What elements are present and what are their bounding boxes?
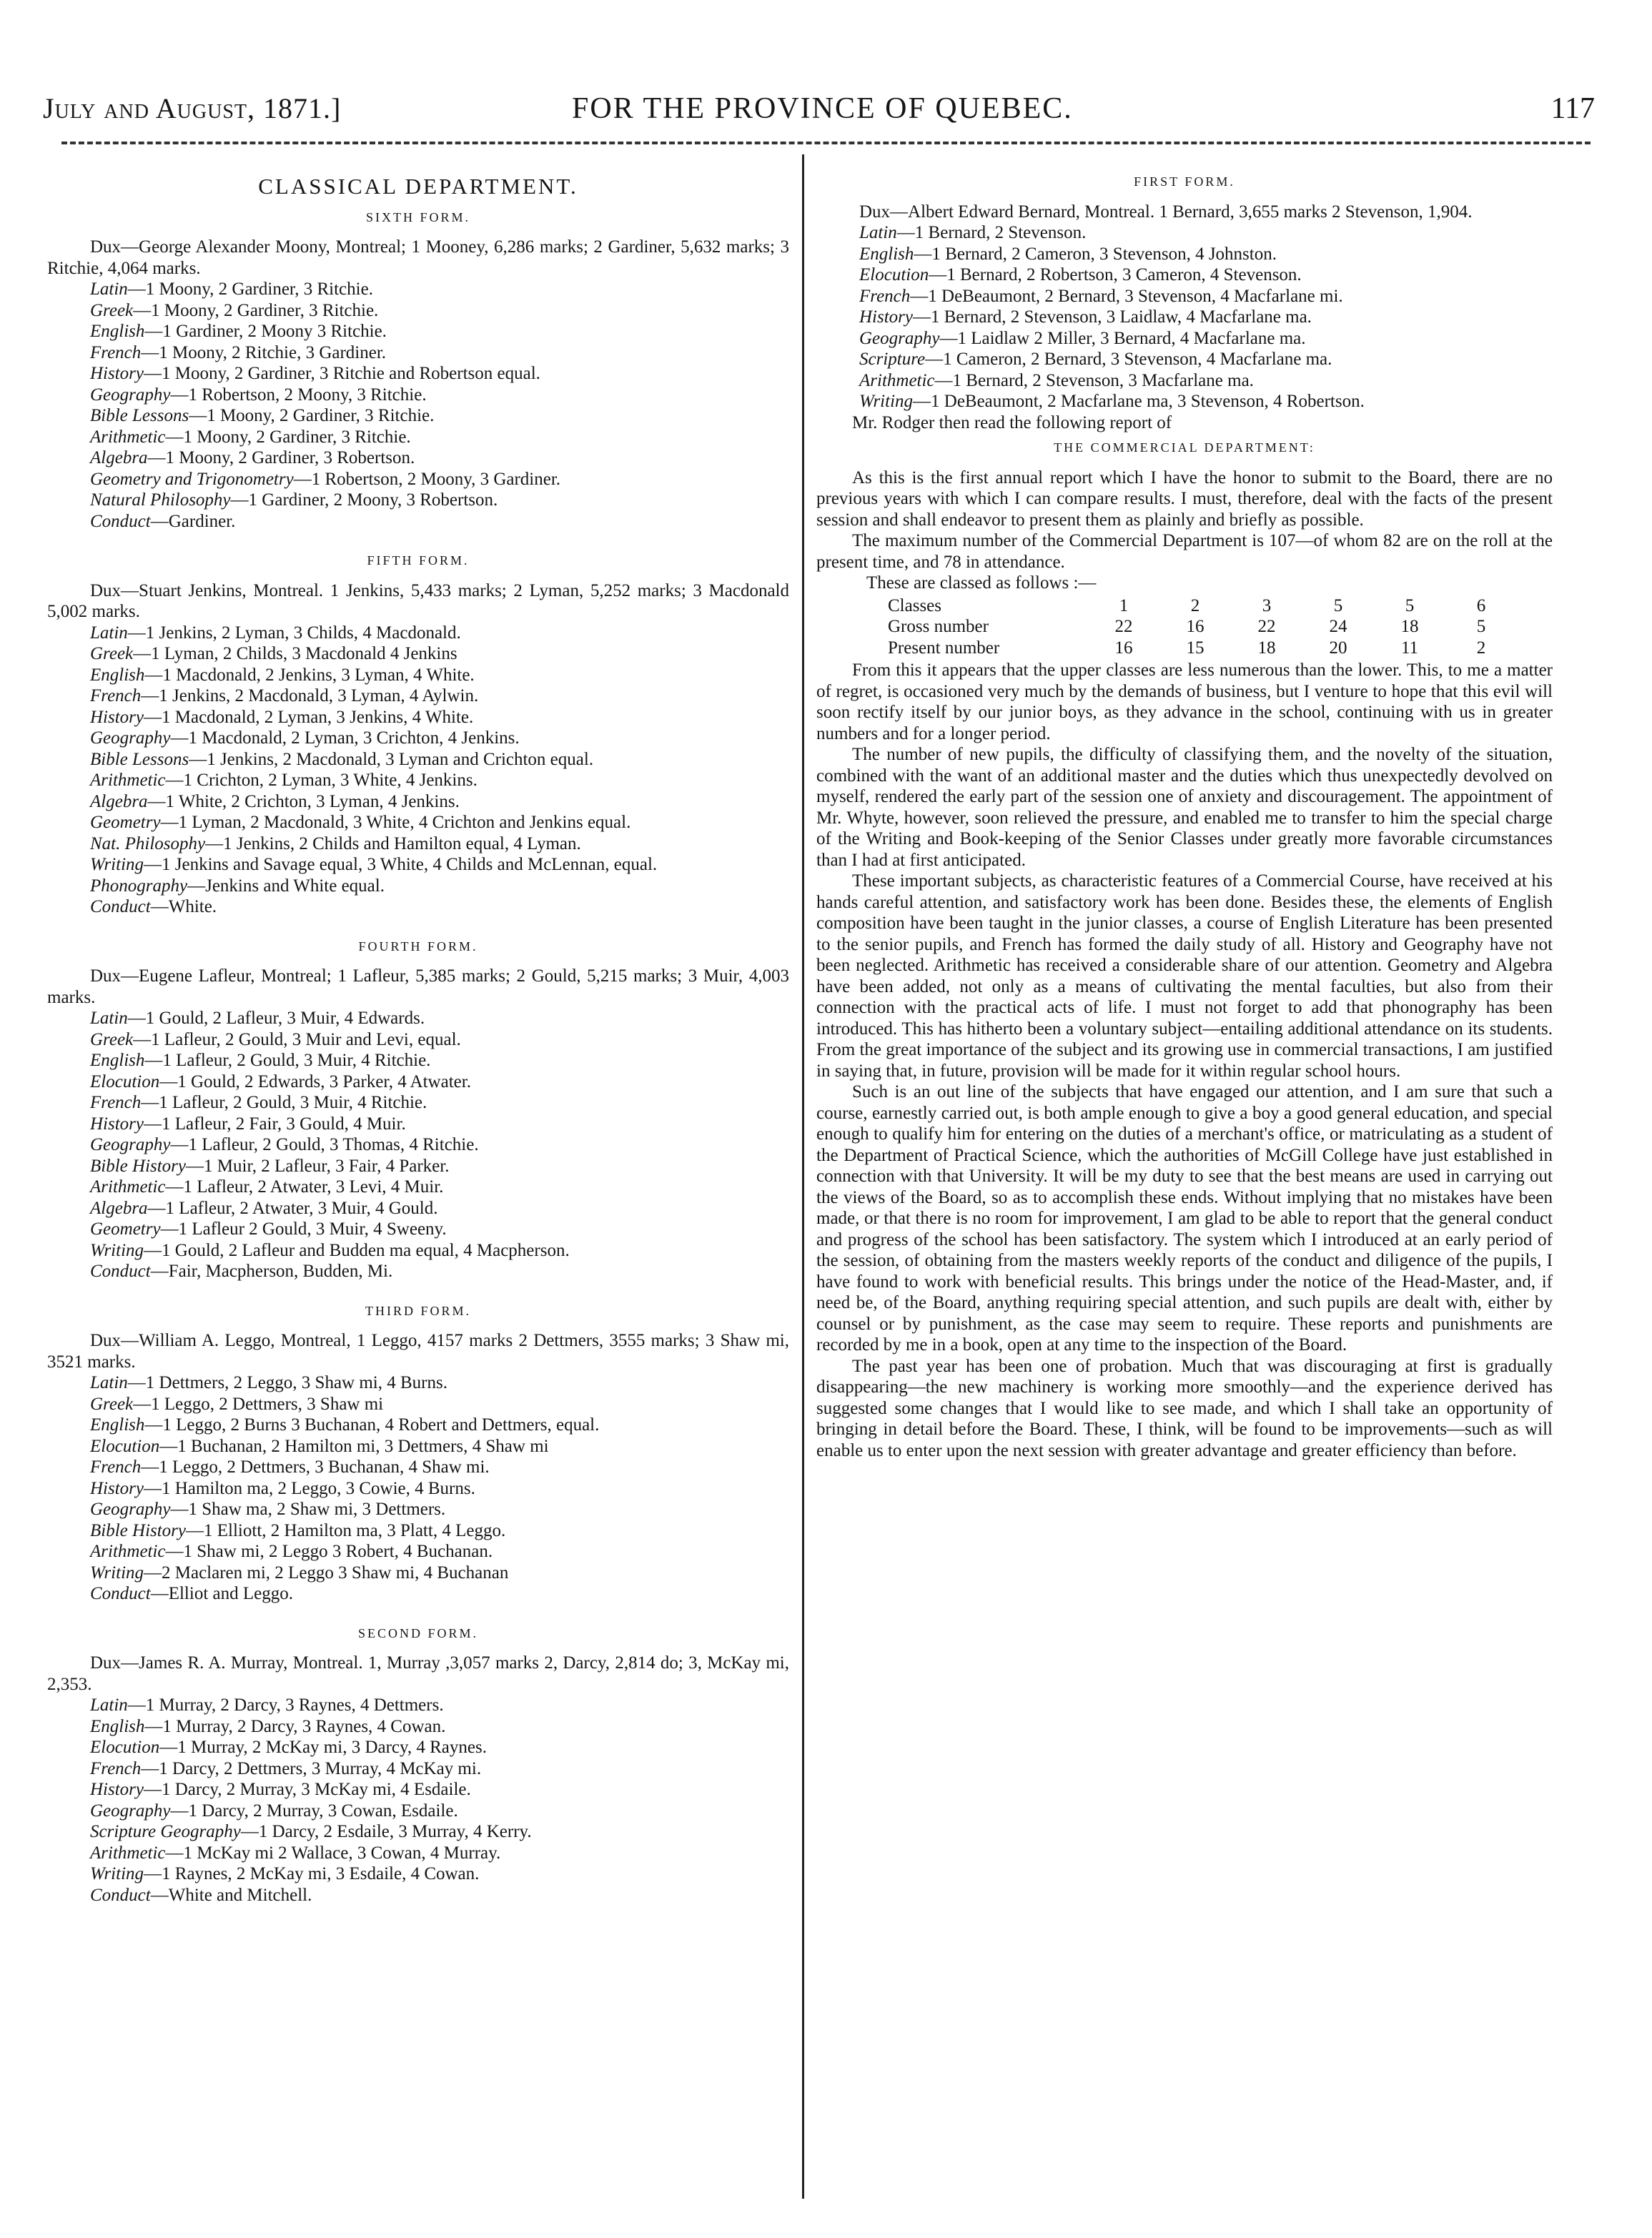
subject-entry <box>47 707 789 728</box>
column-divider <box>802 154 804 2199</box>
subject-name: History <box>90 707 144 727</box>
subject-ranking: —1 Jenkins, 2 Macdonald, 3 Lyman, 4 Aylwin. <box>141 686 479 705</box>
form-title: SECOND FORM. <box>357 1625 479 1640</box>
subject-ranking: —1 Buchanan, 2 Hamilton mi, 3 Dettmers, 4 Shaw mi <box>159 1436 549 1456</box>
subject-name: Arithmetic <box>90 427 166 447</box>
subject-name: Conduct <box>90 1584 151 1603</box>
subject-name: Writing <box>90 1240 144 1260</box>
report-intro-text: Mr. Rodger then read the following report of <box>852 412 1172 432</box>
subject-entry <box>47 1821 789 1843</box>
forms-list <box>47 207 789 1906</box>
subject-entry <box>47 1695 789 1716</box>
subject-name: Natural Philosophy <box>90 490 231 510</box>
subject-entry <box>47 1134 789 1156</box>
paragraph: Such is an out line of the subjects that have engaged our attention, and I am sure that such a course, earnestly carried out, is both ample enough to give a boy a good general education, and special enough to qualify him for entering on the duties of a merchant's office, or matriculating as a student of the Department of Practical Science, which the authorities of McGill College have just established in connection with that University. It will be my duty to see that the best means are used in carrying out the views of the Board, so as to accomplish these ends. Without implying that no mistakes have been made, or that there is no room for improvement, I am glad to be able to report that the general conduct and progress of the school has been satisfactory. The system which I introduced at an early period of the session, of obtaining from the masters weekly reports of the conduct and diligence of the pupils, I have found to work with beneficial results. This brings under the notice of the Head-Master, and, if need be, of the Board, anything requiring special attention, and such pupils are dealt with, either by counsel or by punishment, as the case may seem to require. These reports and punishments are recorded by me in a book, open at any time to the inspection of the Board. <box>816 1082 1553 1355</box>
subject-entry <box>47 1219 789 1240</box>
subject-name: Latin <box>90 1009 128 1028</box>
subject-entry <box>816 391 1553 412</box>
row-value: 3 <box>1262 595 1272 615</box>
subject-ranking: —1 Macdonald, 2 Jenkins, 3 Lyman, 4 White. <box>144 665 475 685</box>
subject-name: Geography <box>90 385 171 405</box>
subject-entry <box>47 1583 789 1605</box>
subject-ranking: —1 Lafleur, 2 Gould, 3 Thomas, 4 Ritchie. <box>170 1135 479 1154</box>
subject-ranking: —1 White, 2 Crichton, 3 Lyman, 4 Jenkins. <box>147 791 460 811</box>
dux-line: Dux—Stuart Jenkins, Montreal. 1 Jenkins, 5,433 marks; 2 Lyman, 5,252 marks; 3 Macdonald 5,002 marks. <box>47 580 789 621</box>
subject-name: Conduct <box>90 1262 151 1281</box>
subject-name: Geography <box>90 1801 171 1821</box>
subject-ranking: —1 Gould, 2 Lafleur and Budden ma equal, 4 Macpherson. <box>144 1240 570 1260</box>
subject-entry <box>47 447 789 469</box>
subject-ranking: —1 Lyman, 2 Childs, 3 Macdonald 4 Jenkins <box>133 644 457 663</box>
subject-ranking: —1 Moony, 2 Gardiner, 3 Ritchie. <box>165 427 411 447</box>
subject-entry <box>47 1240 789 1262</box>
form-title: THIRD FORM. <box>365 1303 471 1318</box>
paragraph: These important subjects, as characteristic features of a Commercial Course, have received at his hands careful attention, and satisfactory work has been done. Besides these, the elements of English composition have been taught in the junior classes, a course of English Literature has been presented to the senior pupils, and French has formed the daily study of all. History and Geography have not been neglected. Arithmetic has received a considerable share of our attention. Geometry and Algebra have been added, not only as a means of cultivating the mental faculties, but also from their connection with the practical acts of life. I must not forget to add that phonography has been introduced. This has hitherto been a voluntary subject—entailing additional attendance on its students. From the great importance of the subject and its growing use in commercial transactions, I am justified in saying that, in future, provision will be made for it within regular school hours. <box>816 871 1553 1081</box>
paragraph: The number of new pupils, the difficulty of classifying them, and the novelty of the situation, combined with the want of an additional master and the duties which thus unexpectedly devolved on myself, rendered the early part of the session one of anxiety and discouragement. The appointment of Mr. Whyte, however, soon relieved the pressure, and enabled me to transfer to him the special charge of the Writing and Book-keeping of the Senior Classes under greatly more favorable circumstances than I had at first anticipated. <box>816 745 1553 870</box>
subject-ranking: —1 Gardiner, 2 Moony 3 Ritchie. <box>144 322 387 341</box>
subject-name: Latin <box>90 1373 128 1392</box>
subject-ranking: —1 Leggo, 2 Dettmers, 3 Buchanan, 4 Shaw mi. <box>141 1457 490 1477</box>
row-value: 6 <box>1476 595 1486 615</box>
subject-ranking: —1 Macdonald, 2 Lyman, 3 Jenkins, 4 White. <box>144 707 474 727</box>
subject-list <box>816 222 1553 412</box>
subject-ranking: —1 Jenkins, 2 Lyman, 3 Childs, 4 Macdonald. <box>127 623 461 643</box>
row-value: 24 <box>1329 617 1347 636</box>
subject-ranking: —1 Darcy, 2 Dettmers, 3 Murray, 4 McKay mi. <box>141 1758 482 1778</box>
subject-entry <box>47 770 789 791</box>
subject-name: Latin <box>90 623 128 643</box>
subject-entry <box>47 1261 789 1282</box>
subject-ranking: —1 Moony, 2 Gardiner, 3 Ritchie and Robertson equal. <box>144 364 540 383</box>
subject-name: Writing <box>859 392 914 411</box>
subject-name: Conduct <box>90 1885 151 1905</box>
header-rule <box>61 142 1591 144</box>
subject-entry <box>47 1843 789 1864</box>
dux-line: Dux—James R. A. Murray, Montreal. 1, Murray ,3,057 marks 2, Darcy, 2,814 do; 3, McKay mi, 2,353. <box>47 1653 789 1694</box>
subject-name: Elocution <box>859 265 929 284</box>
subject-ranking: —1 Robertson, 2 Moony, 3 Gardiner. <box>293 469 561 489</box>
subject-entry <box>47 1563 789 1584</box>
subject-name: English <box>90 1415 145 1435</box>
subject-name: Writing <box>90 1864 144 1883</box>
subject-ranking: —1 Lafleur, 2 Atwater, 3 Levi, 4 Muir. <box>165 1177 444 1197</box>
subject-ranking: —1 McKay mi 2 Wallace, 3 Cowan, 4 Murray. <box>165 1843 501 1863</box>
classes-row <box>888 638 1517 659</box>
subject-entry <box>816 244 1553 265</box>
subject-ranking: —1 Raynes, 2 McKay mi, 3 Esdaile, 4 Cowan. <box>144 1864 480 1883</box>
subject-name: English <box>90 665 145 685</box>
subject-name: Scripture Geography <box>90 1822 241 1841</box>
subject-name: History <box>90 1114 144 1134</box>
subject-entry <box>47 1156 789 1177</box>
subject-name: French <box>859 286 911 306</box>
subject-ranking: —Elliot and Leggo. <box>150 1584 293 1603</box>
row-value: 16 <box>1186 617 1205 636</box>
subject-ranking: —1 Bernard, 2 Robertson, 3 Cameron, 4 Stevenson. <box>929 265 1302 284</box>
subject-entry <box>47 1415 789 1436</box>
subject-entry <box>47 833 789 855</box>
subject-name: Algebra <box>90 448 148 467</box>
subject-name: Phonography <box>90 876 188 896</box>
subject-ranking: —1 Gardiner, 2 Moony, 3 Robertson. <box>230 490 498 510</box>
subject-ranking: —1 DeBeaumont, 2 Bernard, 3 Stevenson, 4 Macfarlane mi. <box>910 286 1343 306</box>
subject-entry <box>47 685 789 707</box>
subject-ranking: —1 Murray, 2 McKay mi, 3 Darcy, 4 Raynes. <box>159 1738 487 1757</box>
subject-entry <box>47 1885 789 1906</box>
subject-name: French <box>90 1758 142 1778</box>
subject-entry <box>47 511 789 533</box>
subject-name: Geography <box>90 1135 171 1154</box>
subject-name: English <box>90 1051 145 1070</box>
paragraph: From this it appears that the upper classes are less numerous than the lower. This, to me a matter of regret, is occasioned very much by the demands of business, but I venture to hope that this evil will soon rectify itself by our junior boys, as they advance in the school, continuing with us in greater numbers and for a longer period. <box>816 660 1553 743</box>
dux-line: Dux—George Alexander Moony, Montreal; 1 Mooney, 6,286 marks; 2 Gardiner, 5,632 marks; 3 Ritchie, 4,064 marks. <box>47 237 789 278</box>
subject-entry <box>47 1457 789 1478</box>
subject-ranking: —1 Moony, 2 Gardiner, 3 Robertson. <box>147 448 415 467</box>
subject-entry <box>47 279 789 300</box>
subject-ranking: —1 Macdonald, 2 Lyman, 3 Crichton, 4 Jenkins. <box>170 728 520 748</box>
subject-entry <box>47 427 789 448</box>
classes-row <box>888 595 1517 617</box>
subject-ranking: —1 Darcy, 2 Esdaile, 3 Murray, 4 Kerry. <box>240 1822 532 1841</box>
subject-ranking: —1 Jenkins, 2 Macdonald, 3 Lyman and Crichton equal. <box>189 749 594 769</box>
subject-entry <box>47 1029 789 1051</box>
row-value: 5 <box>1405 595 1415 615</box>
subject-entry <box>47 321 789 342</box>
subject-entry <box>47 1801 789 1822</box>
subject-entry <box>47 342 789 364</box>
row-value: 1 <box>1119 595 1129 615</box>
subject-name: History <box>90 1780 144 1799</box>
subject-entry <box>47 728 789 749</box>
report-intro <box>816 412 1553 434</box>
subject-ranking: —1 Murray, 2 Darcy, 3 Raynes, 4 Cowan. <box>144 1716 446 1736</box>
subject-name: Geometry <box>90 1219 161 1239</box>
subject-entry <box>47 876 789 897</box>
subject-entry <box>47 1092 789 1114</box>
subject-name: English <box>90 1716 145 1736</box>
subject-entry <box>47 385 789 406</box>
subject-ranking: —1 Bernard, 2 Stevenson, 3 Macfarlane ma. <box>934 370 1254 390</box>
subject-name: Greek <box>90 1394 134 1414</box>
subject-entry <box>47 1114 789 1135</box>
classes-table <box>888 595 1517 659</box>
subject-entry <box>47 1520 789 1542</box>
subject-ranking: —1 Moony, 2 Gardiner, 3 Ritchie. <box>127 279 373 299</box>
subject-name: History <box>90 1478 144 1498</box>
left-column <box>47 163 789 1906</box>
subject-ranking: —White. <box>150 897 217 916</box>
subject-name: Arithmetic <box>90 1542 166 1561</box>
subject-entry <box>47 469 789 490</box>
subject-name: Geography <box>859 328 940 348</box>
subject-entry <box>47 1863 789 1885</box>
subject-entry <box>816 370 1553 392</box>
subject-ranking: —1 Leggo, 2 Dettmers, 3 Shaw mi <box>133 1394 384 1414</box>
subject-entry <box>47 1758 789 1780</box>
subject-name: Conduct <box>90 511 151 531</box>
subject-name: Geometry and Trigonometry <box>90 469 294 489</box>
row-label: Gross number <box>888 617 989 636</box>
subject-name: Latin <box>859 223 897 242</box>
row-value: 22 <box>1257 617 1276 636</box>
subject-entry <box>47 1478 789 1500</box>
subject-ranking: —Gardiner. <box>150 511 236 531</box>
subject-ranking: —1 Shaw ma, 2 Shaw mi, 3 Dettmers. <box>170 1500 446 1519</box>
subject-ranking: —1 Lafleur, 2 Atwater, 3 Muir, 4 Gould. <box>147 1198 438 1218</box>
subject-entry <box>47 1737 789 1758</box>
report-body <box>816 660 1553 1461</box>
row-value: 20 <box>1329 638 1347 658</box>
subject-entry <box>47 300 789 322</box>
row-value: 11 <box>1400 638 1419 658</box>
running-header <box>43 91 1609 137</box>
subject-ranking: —1 Laidlaw 2 Miller, 3 Bernard, 4 Macfarlane ma. <box>939 328 1306 348</box>
subject-ranking: —1 Leggo, 2 Burns 3 Buchanan, 4 Robert and Dettmers, equal. <box>144 1415 600 1435</box>
subject-name: French <box>90 342 142 362</box>
subject-ranking: —1 Jenkins and Savage equal, 3 White, 4 Childs and McLennan, equal. <box>144 855 658 874</box>
subject-name: Geography <box>90 1500 171 1519</box>
subject-entry <box>47 643 789 665</box>
subject-entry <box>47 1716 789 1738</box>
paragraph: The past year has been one of probation. Much that was discouraging at first is gradually disappearing—the new machinery is working more smoothly—and the experience derived has suggested some changes that I would like to see made, and which I shall take an opportunity of bringing in detail before the Board. These, I think, will be found to be improvements—such as will enable us to enter upon the next session with greater advantage and greater efficiency than before. <box>816 1356 1553 1460</box>
row-value: 2 <box>1190 595 1200 615</box>
row-value: 15 <box>1186 638 1205 658</box>
subject-entry <box>47 812 789 833</box>
issue-date: July and August, 1871.] <box>43 92 342 124</box>
subject-ranking: —1 Lafleur, 2 Gould, 3 Muir, 4 Ritchie. <box>144 1051 431 1070</box>
subject-ranking: —Jenkins and White equal. <box>187 876 385 896</box>
subject-name: Conduct <box>90 897 151 916</box>
subject-ranking: —1 Dettmers, 2 Leggo, 3 Shaw mi, 4 Burns. <box>127 1373 447 1392</box>
subject-ranking: —1 Murray, 2 Darcy, 3 Raynes, 4 Dettmers. <box>127 1695 444 1715</box>
subject-entry <box>47 896 789 918</box>
dux-line: Dux—Albert Edward Bernard, Montreal. 1 Bernard, 3,655 marks 2 Stevenson, 1,904. <box>859 202 1473 222</box>
subject-ranking: —1 Crichton, 2 Lyman, 3 White, 4 Jenkins. <box>165 771 478 790</box>
subject-name: Elocution <box>90 1738 160 1757</box>
subject-name: Greek <box>90 300 134 320</box>
subject-ranking: —2 Maclaren mi, 2 Leggo 3 Shaw mi, 4 Buchanan <box>144 1563 509 1583</box>
subject-entry <box>47 749 789 771</box>
subject-name: Nat. Philosophy <box>90 833 206 853</box>
subject-ranking: —1 Moony, 2 Ritchie, 3 Gardiner. <box>141 342 387 362</box>
subject-ranking: —Fair, Macpherson, Budden, Mi. <box>150 1262 393 1281</box>
subject-name: Arithmetic <box>90 1843 166 1863</box>
subject-entry <box>47 623 789 644</box>
right-column <box>816 163 1553 1461</box>
row-value: 18 <box>1400 617 1419 636</box>
subject-name: Bible History <box>90 1156 187 1176</box>
subject-ranking: —1 Lafleur, 2 Fair, 3 Gould, 4 Muir. <box>144 1114 406 1134</box>
subject-entry <box>47 1372 789 1394</box>
subject-ranking: —1 Muir, 2 Lafleur, 3 Fair, 4 Parker. <box>186 1156 450 1176</box>
subject-name: Writing <box>90 1563 144 1583</box>
subject-ranking: —1 Bernard, 2 Stevenson. <box>896 223 1087 242</box>
subject-ranking: —1 Moony, 2 Gardiner, 3 Ritchie. <box>189 406 435 425</box>
subject-name: English <box>90 322 145 341</box>
row-value: 5 <box>1476 617 1486 636</box>
subject-entry <box>47 1436 789 1457</box>
subject-name: Arithmetic <box>90 1177 166 1197</box>
subject-name: Arithmetic <box>859 370 935 390</box>
subject-name: Greek <box>90 1029 134 1049</box>
subject-entry <box>47 854 789 876</box>
row-value: 2 <box>1476 638 1486 658</box>
subject-ranking: —1 Shaw mi, 2 Leggo 3 Robert, 4 Buchanan. <box>165 1542 493 1561</box>
subject-entry <box>47 791 789 813</box>
subject-name: Latin <box>90 279 128 299</box>
subject-ranking: —1 Moony, 2 Gardiner, 3 Ritchie. <box>133 300 379 320</box>
row-label: Present number <box>888 638 1000 658</box>
running-title: FOR THE PROVINCE OF QUEBEC. <box>572 92 1073 125</box>
subject-ranking: —1 Gould, 2 Lafleur, 3 Muir, 4 Edwards. <box>127 1009 425 1028</box>
subject-name: History <box>859 307 913 327</box>
subject-name: Geometry <box>90 813 161 832</box>
paragraph: As this is the first annual report which I have the honor to submit to the Board, there are no previous years with which I can compare results. I must, therefore, deal with the facts of the present session and shall endeavor to present them as plainly and briefly as possible. <box>816 467 1553 530</box>
page-number: 117 <box>1550 92 1595 125</box>
subject-name: Latin <box>90 1695 128 1715</box>
subject-entry <box>816 307 1553 328</box>
subject-name: Elocution <box>90 1071 160 1091</box>
subject-ranking: —1 Cameron, 2 Bernard, 3 Stevenson, 4 Macfarlane ma. <box>925 350 1332 369</box>
subject-ranking: —1 Bernard, 2 Stevenson, 3 Laidlaw, 4 Macfarlane ma. <box>913 307 1312 327</box>
subject-entry <box>47 1499 789 1520</box>
form-title: FIFTH FORM. <box>367 553 470 568</box>
subject-entry <box>47 1050 789 1071</box>
subject-name: Greek <box>90 644 134 663</box>
row-value: 18 <box>1257 638 1276 658</box>
subject-name: Bible History <box>90 1520 187 1540</box>
subject-entry <box>47 1071 789 1093</box>
subject-entry <box>47 1198 789 1219</box>
subject-name: Algebra <box>90 1198 148 1218</box>
subject-entry <box>47 1779 789 1801</box>
subject-entry <box>47 1541 789 1563</box>
subject-entry <box>816 264 1553 286</box>
dux-line: Dux—Eugene Lafleur, Montreal; 1 Lafleur, 5,385 marks; 2 Gould, 5,215 marks; 3 Muir, 4,003 marks. <box>47 966 789 1007</box>
subject-ranking: —1 Elliott, 2 Hamilton ma, 3 Platt, 4 Leggo. <box>186 1520 506 1540</box>
form-title: FIRST FORM. <box>1134 174 1235 189</box>
subject-ranking: —1 Darcy, 2 Murray, 3 McKay mi, 4 Esdaile. <box>144 1780 471 1799</box>
subject-ranking: —1 DeBeaumont, 2 Macfarlane ma, 3 Stevenson, 4 Robertson. <box>913 392 1365 411</box>
subject-ranking: —1 Darcy, 2 Murray, 3 Cowan, Esdaile. <box>170 1801 458 1821</box>
subject-ranking: —White and Mitchell. <box>150 1885 312 1905</box>
subject-ranking: —1 Lafleur 2 Gould, 3 Muir, 4 Sweeny. <box>160 1219 447 1239</box>
subject-entry <box>816 286 1553 307</box>
row-value: 22 <box>1114 617 1133 636</box>
subject-name: English <box>859 244 914 264</box>
subject-name: Bible Lessons <box>90 749 189 769</box>
subject-entry <box>47 405 789 427</box>
subject-ranking: —1 Hamilton ma, 2 Leggo, 3 Cowie, 4 Burns. <box>144 1478 475 1498</box>
subject-entry <box>47 490 789 511</box>
subject-name: Bible Lessons <box>90 406 189 425</box>
subject-name: Algebra <box>90 791 148 811</box>
subject-entry <box>816 349 1553 370</box>
form-title: FOURTH FORM. <box>358 939 478 954</box>
subject-name: French <box>90 1457 142 1477</box>
subject-ranking: —1 Robertson, 2 Moony, 3 Ritchie. <box>170 385 427 405</box>
classes-intro: These are classed as follows :— <box>866 573 1097 593</box>
subject-entry <box>816 222 1553 244</box>
dux-line: Dux—William A. Leggo, Montreal, 1 Leggo, 4157 marks 2 Dettmers, 3555 marks; 3 Shaw mi, 3521 marks. <box>47 1331 789 1372</box>
subject-entry <box>47 1008 789 1029</box>
paragraph: The maximum number of the Commercial Department is 107—of whom 82 are on the roll at the present time, and 78 in attendance. <box>816 531 1553 572</box>
row-value: 5 <box>1333 595 1343 615</box>
subject-ranking: —1 Lafleur, 2 Gould, 3 Muir and Levi, equal. <box>133 1029 461 1049</box>
subject-name: Elocution <box>90 1436 160 1456</box>
department-title: CLASSICAL DEPARTMENT. <box>258 174 578 199</box>
subject-name: Geography <box>90 728 171 748</box>
form-title: SIXTH FORM. <box>365 209 471 224</box>
subject-ranking: —1 Bernard, 2 Cameron, 3 Stevenson, 4 Johnston. <box>914 244 1277 264</box>
subject-ranking: —1 Lyman, 2 Macdonald, 3 White, 4 Crichton and Jenkins equal. <box>160 813 631 832</box>
subject-entry <box>816 328 1553 350</box>
subject-entry <box>47 363 789 385</box>
subject-name: French <box>90 686 142 705</box>
commercial-title: THE COMMERCIAL DEPARTMENT: <box>1054 440 1315 455</box>
subject-name: Writing <box>90 855 144 874</box>
subject-ranking: —1 Lafleur, 2 Gould, 3 Muir, 4 Ritchie. <box>141 1093 427 1112</box>
subject-name: Scripture <box>859 350 926 369</box>
subject-name: History <box>90 364 144 383</box>
subject-ranking: —1 Jenkins, 2 Childs and Hamilton equal, 4 Lyman. <box>205 833 581 853</box>
subject-ranking: —1 Gould, 2 Edwards, 3 Parker, 4 Atwater. <box>159 1071 471 1091</box>
row-value: 16 <box>1114 638 1133 658</box>
classes-row <box>888 616 1517 638</box>
subject-entry <box>47 1394 789 1415</box>
subject-entry <box>47 665 789 686</box>
subject-name: Arithmetic <box>90 771 166 790</box>
subject-entry <box>47 1177 789 1198</box>
subject-name: French <box>90 1093 142 1112</box>
row-label: Classes <box>888 595 941 615</box>
